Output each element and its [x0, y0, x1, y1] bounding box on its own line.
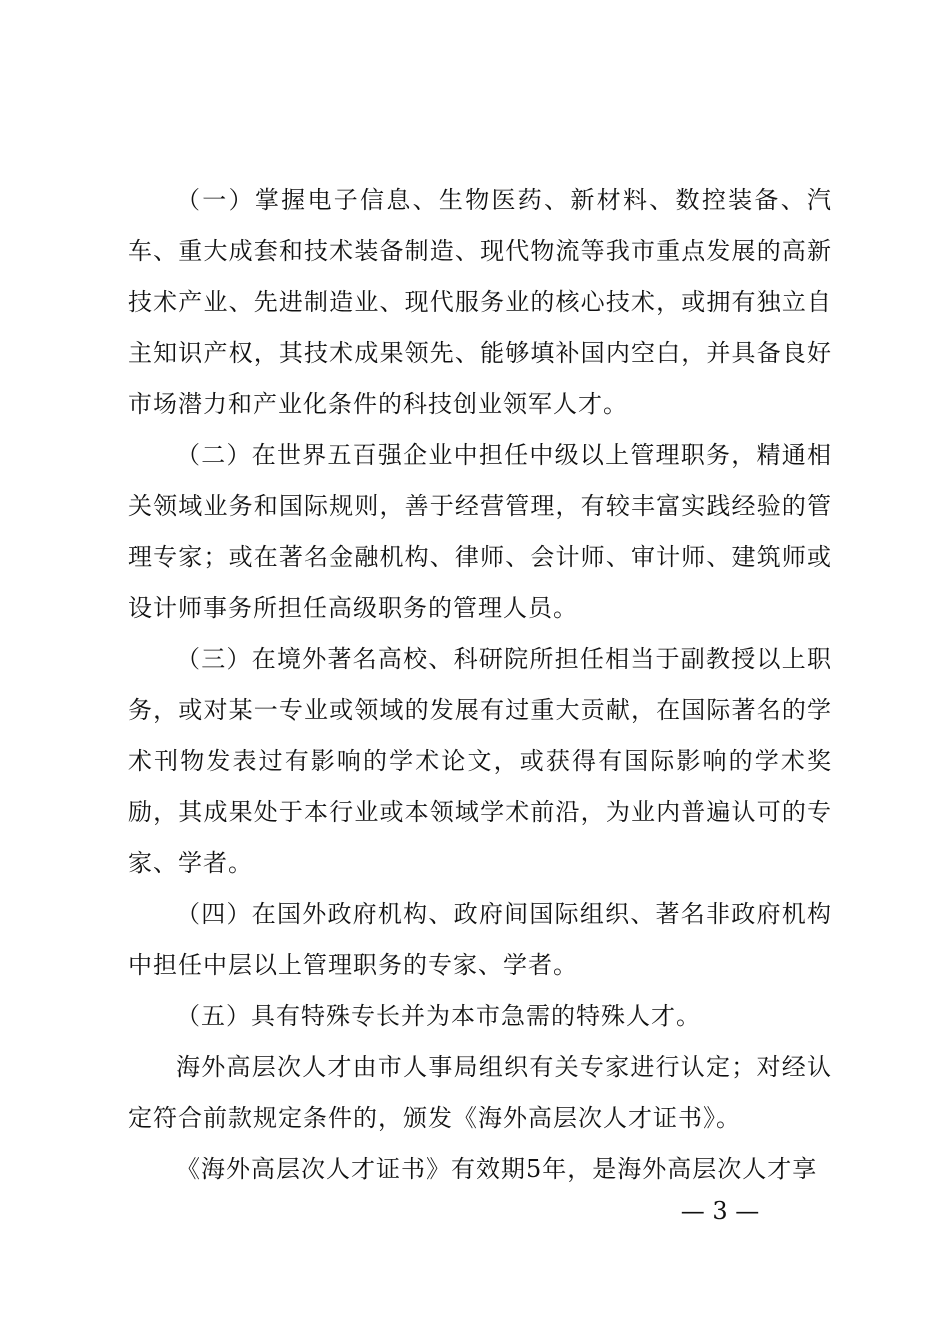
- paragraph-criteria-2: （二）在世界五百强企业中担任中级以上管理职务，精通相关领域业务和国际规则，善于经营管理，有较丰富实践经验的管理专家；或在著名金融机构、律师、会计师、审计师、建筑师或设计师事务所担任高级职务的管理人员。: [128, 441, 832, 622]
- paragraph-criteria-4: （四）在国外政府机构、政府间国际组织、著名非政府机构中担任中层以上管理职务的专家、学者。: [128, 900, 832, 979]
- paragraph-certification: 海外高层次人才由市人事局组织有关专家进行认定；对经认定符合前款规定条件的，颁发《海外高层次人才证书》。: [128, 1053, 832, 1132]
- paragraph-criteria-3: （三）在境外著名高校、科研院所担任相当于副教授以上职务，或对某一专业或领域的发展有过重大贡献，在国际著名的学术刊物发表过有影响的学术论文，或获得有国际影响的学术奖励，其成果处于本行业或本领域学术前沿，为业内普遍认可的专家、学者。: [128, 645, 832, 877]
- page-number: — 3 —: [680, 1197, 760, 1225]
- paragraph-criteria-1: （一）掌握电子信息、生物医药、新材料、数控装备、汽车、重大成套和技术装备制造、现代物流等我市重点发展的高新技术产业、先进制造业、现代服务业的核心技术，或拥有独立自主知识产权，其技术成果领先、能够填补国内空白，并具备良好市场潜力和产业化条件的科技创业领军人才。: [128, 186, 832, 418]
- paragraph-criteria-5: （五）具有特殊专长并为本市急需的特殊人才。: [176, 1002, 701, 1030]
- body-text: [128, 175, 832, 1195]
- paragraph-certificate-validity: 《海外高层次人才证书》有效期5年，是海外高层次人才享: [176, 1155, 818, 1183]
